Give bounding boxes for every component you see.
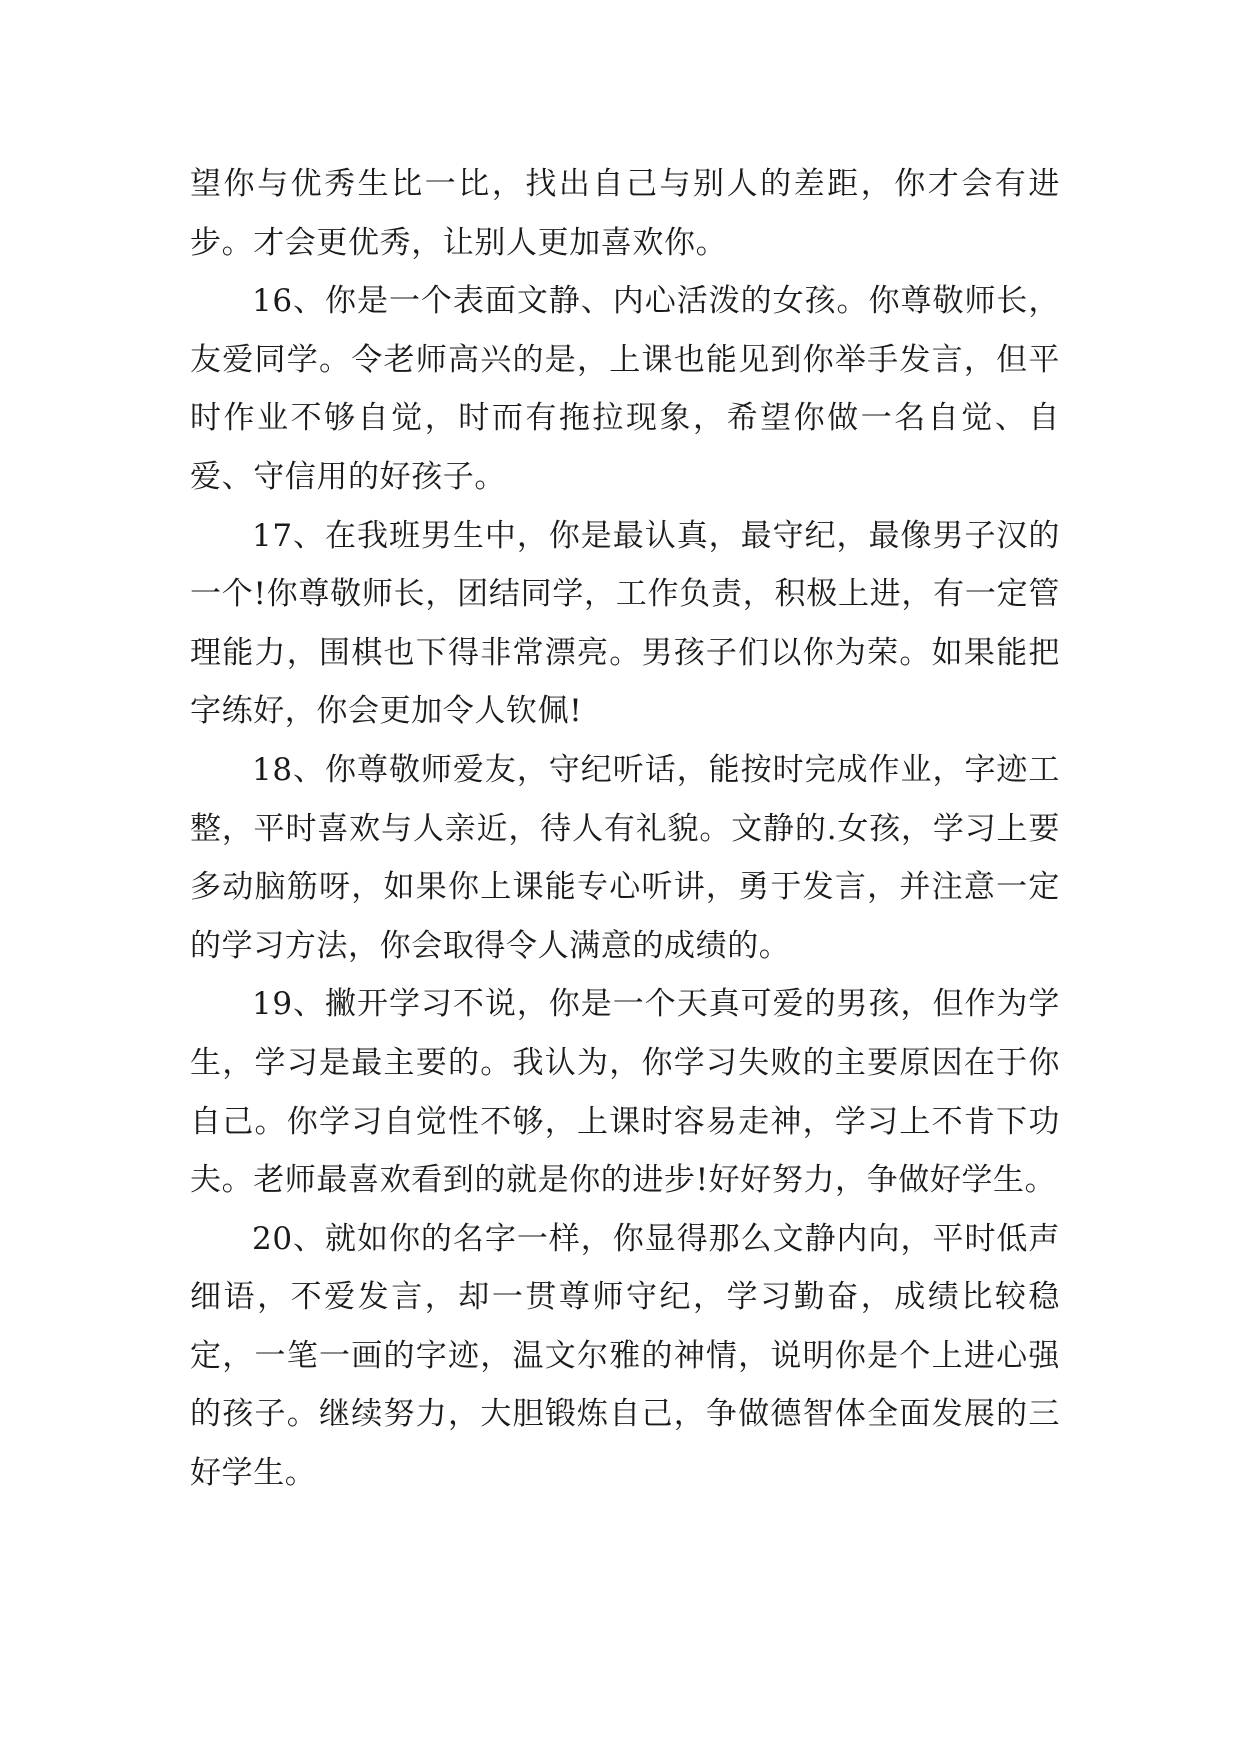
paragraph-comment-17: 17、在我班男生中，你是最认真，最守纪，最像男子汉的一个!你尊敬师长，团结同学，工作负责，积极上进，有一定管理能力，围棋也下得非常漂亮。男孩子们以你为荣。如果能把字练好，你会更加令人钦佩! (190, 517, 1060, 730)
document-body (190, 155, 1060, 1503)
paragraph-comment-20: 20、就如你的名字一样，你显得那么文静内向，平时低声细语，不爱发言，却一贯尊师守纪，学习勤奋，成绩比较稳定，一笔一画的字迹，温文尔雅的神情，说明你是个上进心强的孩子。继续努力，大胆锻炼自己，争做德智体全面发展的三好学生。 (190, 1220, 1060, 1492)
paragraph-comment-18: 18、你尊敬师爱友，守纪听话，能按时完成作业，字迹工整，平时喜欢与人亲近，待人有礼貌。文静的.女孩，学习上要多动脑筋呀，如果你上课能专心听讲，勇于发言，并注意一定的学习方法，你会取得令人满意的成绩的。 (190, 751, 1060, 964)
paragraph-comment-16: 16、你是一个表面文静、内心活泼的女孩。你尊敬师长，友爱同学。令老师高兴的是，上课也能见到你举手发言，但平时作业不够自觉，时而有拖拉现象，希望你做一名自觉、自爱、守信用的好孩子。 (190, 283, 1060, 495)
paragraph-comment-19: 19、撇开学习不说，你是一个天真可爱的男孩，但作为学生，学习是最主要的。我认为，你学习失败的主要原因在于你自己。你学习自觉性不够，上课时容易走神，学习上不肯下功夫。老师最喜欢看到的就是你的进步!好好努力，争做好学生。 (190, 986, 1060, 1199)
paragraph-continuation: 望你与优秀生比一比，找出自己与别人的差距，你才会有进步。才会更优秀，让别人更加喜欢你。 (190, 166, 1060, 261)
